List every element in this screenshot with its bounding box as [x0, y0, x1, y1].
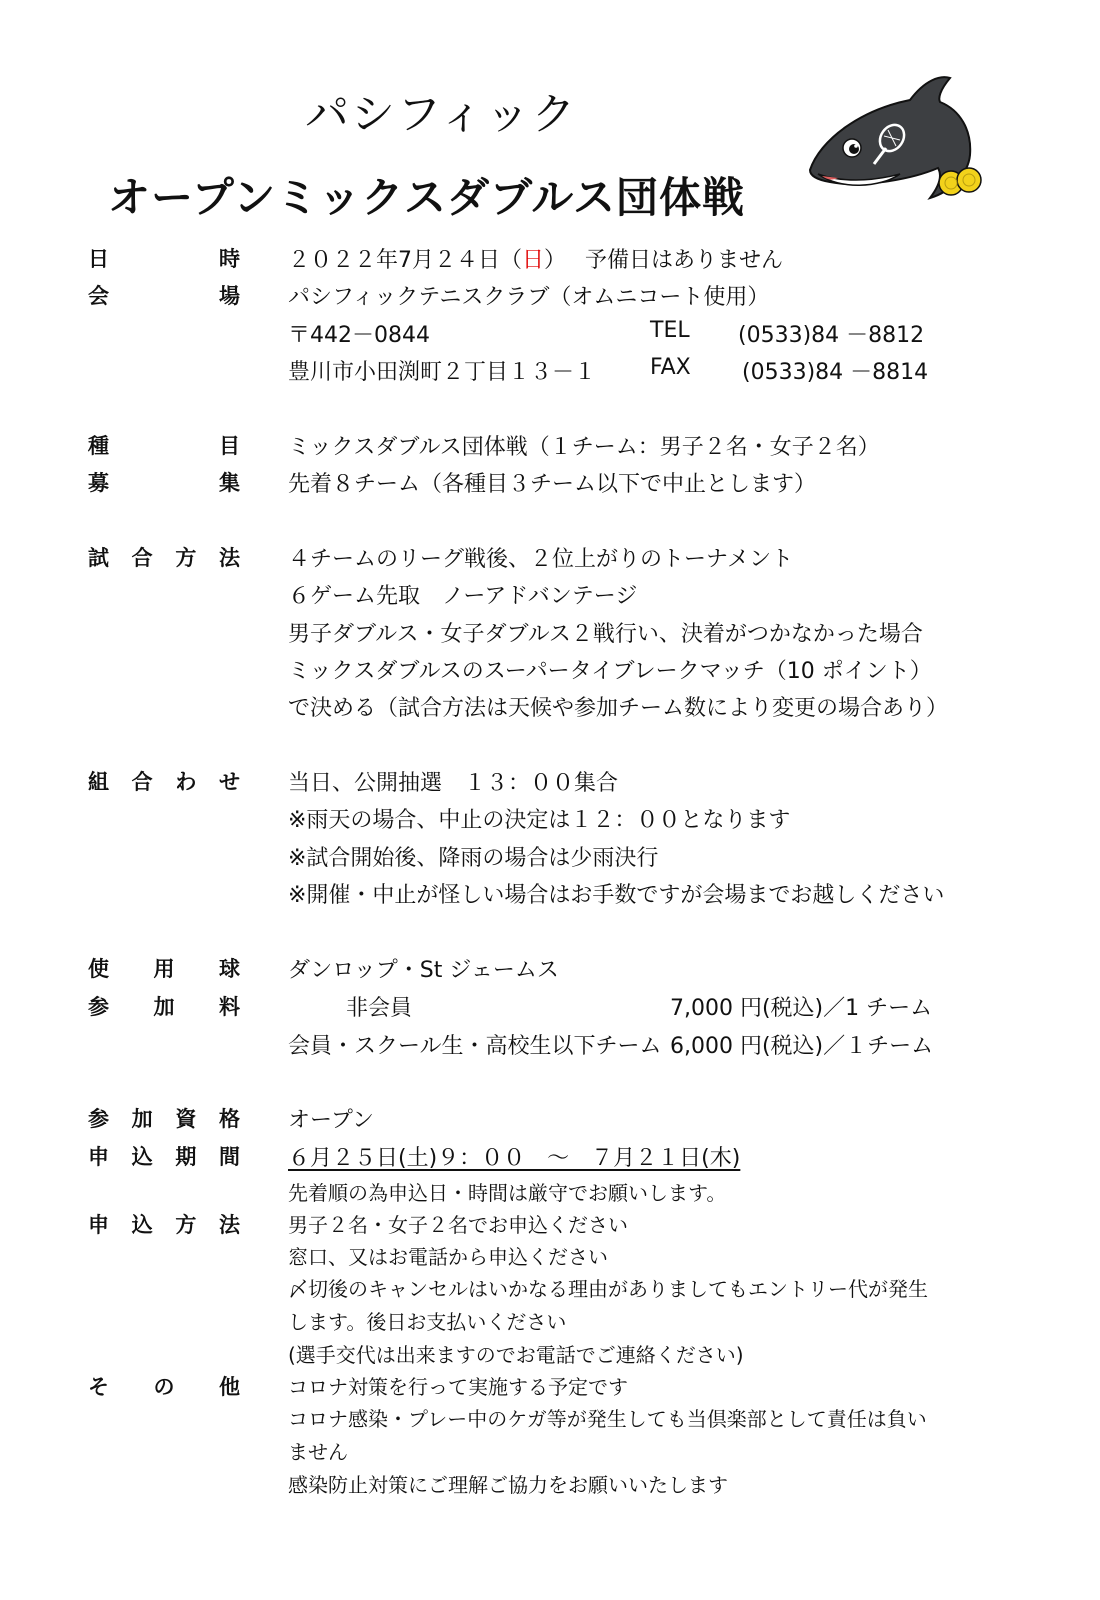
label-char: 料 — [219, 995, 240, 1019]
eligibility-value: オープン — [288, 1108, 375, 1133]
venue-label — [88, 280, 240, 310]
match-format-line: ミックスダブルスのスーパータイブレークマッチ（10 ポイント） — [288, 659, 932, 684]
label-char: 方 — [175, 1213, 197, 1237]
schedule-date — [288, 243, 566, 274]
other-line: コロナ感染・プレー中のケガ等が発生しても当倶楽部として責任は負い — [288, 1407, 927, 1431]
entry-period-label — [88, 1141, 240, 1171]
fee-row — [0, 991, 1100, 1027]
label-char: 参 — [88, 995, 109, 1019]
label-char: 募 — [88, 471, 109, 495]
match-format-row — [0, 542, 1100, 578]
venue-postal-row — [0, 318, 1100, 354]
label-char: 期 — [175, 1145, 197, 1169]
entry-period-value: ６月２５日(土)９：００ ～ ７月２１日(木) — [288, 1146, 741, 1171]
label-char: 集 — [219, 471, 240, 495]
draw-label — [88, 766, 240, 796]
fee-row-member — [0, 1029, 1100, 1065]
match-format-line: 男子ダブルス・女子ダブルス２戦行い、決着がつかなかった場合 — [288, 622, 923, 647]
fee-label — [88, 991, 240, 1021]
label-char: 使 — [88, 957, 109, 981]
label-char: 格 — [218, 1107, 240, 1131]
label-char: 目 — [219, 434, 240, 458]
other-line: 感染防止対策にご理解ご協力をお願いいたします — [288, 1473, 728, 1497]
weekday-text: 日 — [522, 248, 545, 273]
venue-address-row — [0, 355, 1100, 391]
venue-name: パシフィックテニスクラブ（オムニコート使用） — [288, 285, 770, 310]
label-char: 時 — [219, 247, 240, 271]
other-line: コロナ対策を行って実施する予定です — [288, 1375, 628, 1399]
label-char: 合 — [131, 546, 153, 570]
label-char: 合 — [131, 770, 153, 794]
venue-postal: 〒442－0844 — [288, 323, 430, 348]
eligibility-row — [0, 1103, 1100, 1139]
entry-method-label — [88, 1209, 240, 1239]
label-char: 間 — [218, 1145, 240, 1169]
label-char: 他 — [219, 1375, 240, 1399]
label-char: 加 — [131, 1107, 153, 1131]
label-char: 申 — [88, 1213, 109, 1237]
schedule-row — [0, 243, 1100, 279]
fee-category: 非会員 — [346, 996, 413, 1021]
page-title-line2: オープンミックスダブルス団体戦 — [108, 173, 746, 222]
label-char: 用 — [153, 957, 175, 981]
event-label — [88, 430, 240, 460]
recruit-value: 先着８チーム（各種目３チーム以下で中止とします） — [288, 472, 817, 497]
recruit-label — [88, 467, 240, 497]
other-label — [88, 1371, 240, 1401]
page-title-line1: パシフィック — [305, 89, 578, 140]
event-value: ミックスダブルス団体戦（１チーム：男子２名・女子２名） — [288, 435, 880, 460]
label-char: 会 — [88, 284, 109, 308]
entry-method-row — [0, 1209, 1100, 1245]
other-row — [0, 1371, 1100, 1407]
entry-method-line: (選手交代は出来ますのでお電話でご連絡ください) — [288, 1343, 744, 1367]
venue-address: 豊川市小田渕町２丁目１３－１ — [288, 360, 597, 385]
draw-line: ※開催・中止が怪しい場合はお手数ですが会場までお越しください — [288, 883, 945, 908]
recruit-row — [0, 467, 1100, 503]
venue-row — [0, 280, 1100, 316]
entry-method-line: 〆切後のキャンセルはいかなる理由がありましてもエントリー代が発生 — [288, 1277, 928, 1301]
fax-number: (0533)84 －8814 — [742, 360, 929, 385]
label-char: 法 — [218, 546, 240, 570]
tel-number: (0533)84 －8812 — [738, 323, 925, 348]
match-format-line: で決める（試合方法は天候や参加チーム数により変更の場合あり） — [288, 696, 949, 721]
match-format-label — [88, 542, 240, 572]
schedule-label — [88, 243, 240, 273]
entry-period-note: 先着順の為申込日・時間は厳守でお願いします。 — [288, 1181, 727, 1205]
label-char: 込 — [131, 1213, 153, 1237]
draw-line: ※雨天の場合、中止の決定は１２：００となります — [288, 808, 791, 833]
entry-method-line: 窓口、又はお電話から申込ください — [288, 1245, 608, 1269]
label-char: 日 — [88, 247, 109, 271]
draw-line: 当日、公開抽選 １３：００集合 — [288, 771, 619, 796]
fee-category: 会員・スクール生・高校生以下チーム — [288, 1034, 662, 1059]
match-format-line: ６ゲーム先取 ノーアドバンテージ — [288, 584, 638, 609]
fax-label: FAX — [650, 355, 691, 380]
ball-value: ダンロップ・St ジェームス — [288, 958, 559, 983]
label-char: 資 — [175, 1107, 197, 1131]
entry-period-row — [0, 1141, 1100, 1177]
label-char: 込 — [131, 1145, 153, 1169]
date-text: ２０２２年7月２４日（ — [288, 248, 522, 273]
label-char: 方 — [175, 546, 197, 570]
date-close: ） — [544, 248, 567, 273]
label-char: 法 — [218, 1213, 240, 1237]
label-char: わ — [175, 770, 197, 794]
label-char: そ — [88, 1375, 109, 1399]
label-char: 申 — [88, 1145, 109, 1169]
label-char: の — [153, 1375, 175, 1399]
ball-row — [0, 953, 1100, 989]
label-char: 加 — [153, 995, 175, 1019]
label-char: 場 — [219, 284, 240, 308]
ball-label — [88, 953, 240, 983]
label-char: 参 — [88, 1107, 109, 1131]
draw-row — [0, 766, 1100, 802]
eligibility-label — [88, 1103, 240, 1133]
other-line: ません — [288, 1440, 348, 1464]
label-char: 試 — [88, 546, 109, 570]
event-row — [0, 430, 1100, 466]
fee-price: 6,000 円(税込)／１チーム — [670, 1034, 934, 1059]
tel-label: TEL — [650, 318, 690, 343]
match-format-line: ４チームのリーグ戦後、２位上がりのトーナメント — [288, 547, 794, 572]
entry-method-line: 男子２名・女子２名でお申込ください — [288, 1213, 628, 1237]
entry-method-line: します。後日お支払いください — [288, 1310, 567, 1334]
spare-day-note: 予備日はありません — [585, 248, 784, 273]
dolphin-tennis-mascot-icon — [800, 70, 1000, 210]
label-char: せ — [218, 770, 240, 794]
fee-price: 7,000 円(税込)／1 チーム — [670, 996, 933, 1021]
label-char: 組 — [88, 770, 109, 794]
draw-line: ※試合開始後、降雨の場合は少雨決行 — [288, 846, 659, 871]
label-char: 種 — [88, 434, 109, 458]
label-char: 球 — [219, 957, 240, 981]
